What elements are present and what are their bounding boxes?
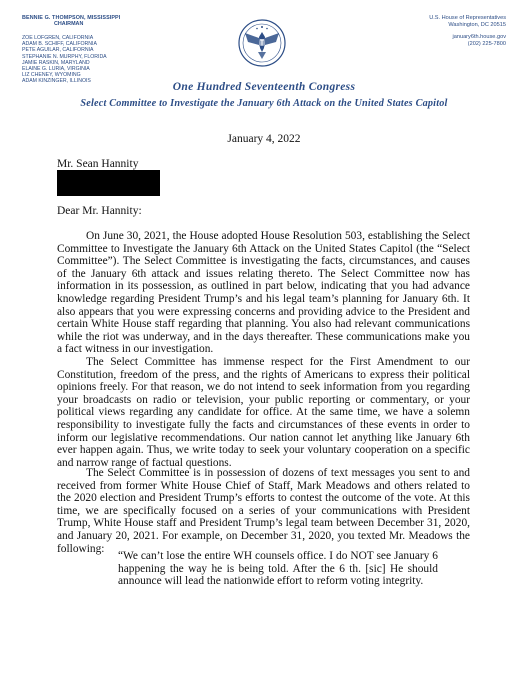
body-paragraph: The Select Committee is in possession of dozens of text messages you sent to and received from former White House Chief of Staff, Mark Meadows and others related to the 2020 election and President Trump’s efforts to contest the outcome of the vote. At this time, we are specifically focused on a series of your communications with President Trump, White House staff and President Trump’s legal team between December 31, 2020, and January 20, 2021. For example, on December 31, 2020, you texted Mr. Meadows the following: (57, 467, 470, 555)
block-quote: “We can’t lose the entire WH counsels office. I do NOT see January 6 happening the way he is being told. After the 6 th. [sic] He should announce will lead the nationwide effort to reform voting integrity. (118, 550, 438, 588)
member-name: PETE AGUILAR, CALIFORNIA (22, 47, 94, 54)
member-name: JAMIE RASKIN, MARYLAND (22, 59, 90, 66)
salutation: Dear Mr. Hannity: (57, 205, 142, 217)
address-line: U.S. House of Representatives (429, 15, 506, 21)
chair-name: BENNIE G. THOMPSON, MISSISSIPPI (22, 15, 121, 21)
member-name: ELAINE G. LURIA, VIRGINIA (22, 66, 90, 73)
house-seal-icon (237, 18, 287, 68)
body-paragraph: The Select Committee has immense respect for the First Amendment to our Constitution, freedom of the press, and the rights of Americans to express their political opinions freely. For that reason, we do not intend to seek information from you regarding your broadcasts on radio or television, your public reporting or commentary, or your political views regarding any candidate for office. At the same time, we have a solemn responsibility to investigate fully the facts and circumstances of these events in order to inform our legislative recommendations. Our nation cannot let anything like January 6th ever happen again. Thus, we write today to seek your voluntary cooperation on a specific and narrow range of factual questions. (57, 356, 470, 469)
member-name: LIZ CHENEY, WYOMING (22, 72, 81, 79)
address-line: Washington, DC 20515 (448, 21, 506, 28)
member-name: ADAM KINZINGER, ILLINOIS (22, 78, 91, 85)
committee-heading: Select Committee to Investigate the January 6th Attack on the United States Capitol (80, 98, 448, 109)
body-paragraph: On June 30, 2021, the House adopted House Resolution 503, establishing the Select Committee to Investigate the January 6th Attack on the United States Capitol (the “Select Committee”). The Select Committee is investigating the facts, circumstances, and causes of the January 6th attack and issues relating thereto. The Select Committee now has information in its possession, as outlined in part below, indicating that you had advance knowledge regarding President Trump’s and his legal team’s planning for January 6th. It also appears that you were expressing concerns and providing advice to the President and certain White House staff regarding that planning. You also had relevant communications while the riot was underway, and in the days thereafter. These communications make you a fact witness in our investigation. (57, 230, 470, 356)
committee-contact (386, 15, 506, 47)
chair-title: CHAIRMAN (54, 21, 84, 27)
congress-heading: One Hundred Seventeenth Congress (172, 81, 356, 93)
phone: (202) 225-7800 (467, 40, 506, 47)
website: january6th.house.gov (452, 34, 506, 41)
redaction-block (57, 170, 160, 196)
member-name: STEPHANIE N. MURPHY, FLORIDA (22, 53, 107, 60)
member-name: ZOE LOFGREN, CALIFORNIA (22, 35, 94, 41)
member-name: ADAM B. SCHIFF, CALIFORNIA (22, 41, 97, 48)
letter-date: January 4, 2022 (227, 133, 301, 145)
recipient-name: Mr. Sean Hannity (57, 158, 139, 170)
committee-roster (22, 15, 172, 85)
